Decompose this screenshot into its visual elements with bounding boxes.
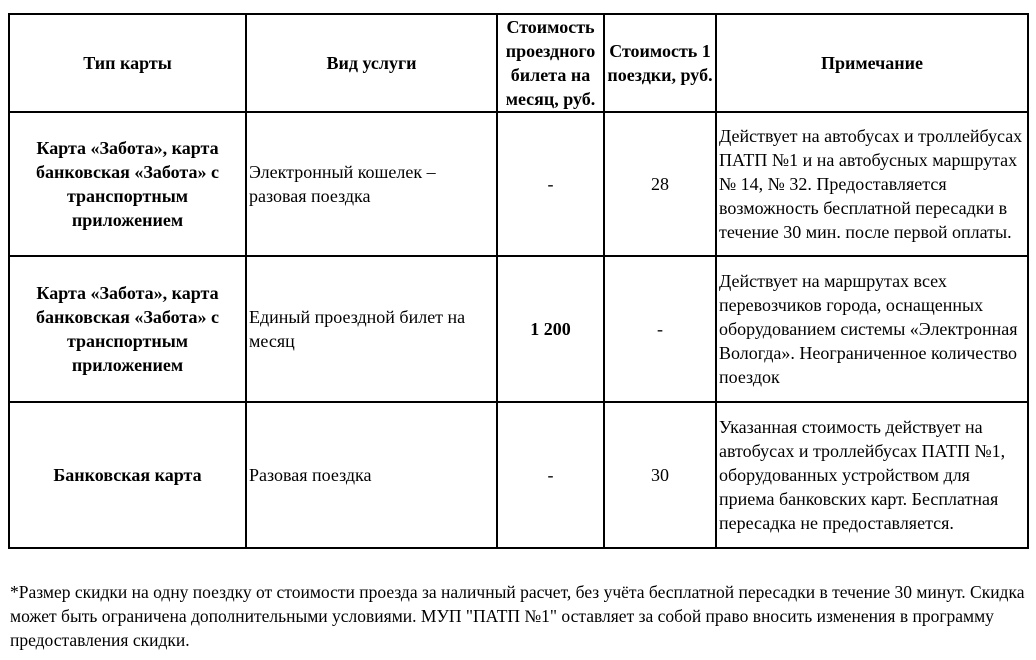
service-cell: Разовая поездка [246, 402, 497, 548]
note-cell: Действует на автобусах и троллейбусах ПАТП №1 и на автобусных маршрутах № 14, № 32. Предоставляется возможность бесплатной пересадки в течение 30 мин. после первой оплаты. [716, 112, 1028, 256]
header-monthly-price: Стоимость проездного билета на месяц, руб. [497, 14, 604, 112]
note-cell: Указанная стоимость действует на автобусах и троллейбусах ПАТП №1, оборудованных устройством для приема банковских карт. Бесплатная пересадка не предоставляется. [716, 402, 1028, 548]
monthly-price-cell: 1 200 [497, 256, 604, 402]
card-type-cell: Карта «Забота», карта банковская «Забота» с транспортным приложением [9, 256, 246, 402]
table-row [9, 112, 1028, 256]
monthly-price-cell: - [497, 402, 604, 548]
single-price-cell: 30 [604, 402, 716, 548]
fares-table [8, 13, 1029, 549]
table-row [9, 256, 1028, 402]
footnote: *Размер скидки на одну поездку от стоимости проезда за наличный расчет, без учёта бесплатной пересадки в течение 30 минут. Скидка может быть ограничена дополнительными условиями. МУП "ПАТП №1" оставляет за собой право вносить изменения в программу предоставления скидки. [10, 582, 1025, 650]
table-header-row [9, 14, 1028, 112]
service-cell: Единый проездной билет на месяц [246, 256, 497, 402]
service-cell: Электронный кошелек – разовая поездка [246, 112, 497, 256]
header-single-price: Стоимость 1 поездки, руб. [604, 14, 716, 112]
single-price-cell: 28 [604, 112, 716, 256]
header-note: Примечание [716, 14, 1028, 112]
card-type-cell: Карта «Забота», карта банковская «Забота» с транспортным приложением [9, 112, 246, 256]
card-type-cell: Банковская карта [9, 402, 246, 548]
table-row [9, 402, 1028, 548]
monthly-price-cell: - [497, 112, 604, 256]
header-service: Вид услуги [246, 14, 497, 112]
note-cell: Действует на маршрутах всех перевозчиков города, оснащенных оборудованием системы «Электронная Вологда». Неограниченное количество поездок [716, 256, 1028, 402]
header-card-type: Тип карты [9, 14, 246, 112]
single-price-cell: - [604, 256, 716, 402]
